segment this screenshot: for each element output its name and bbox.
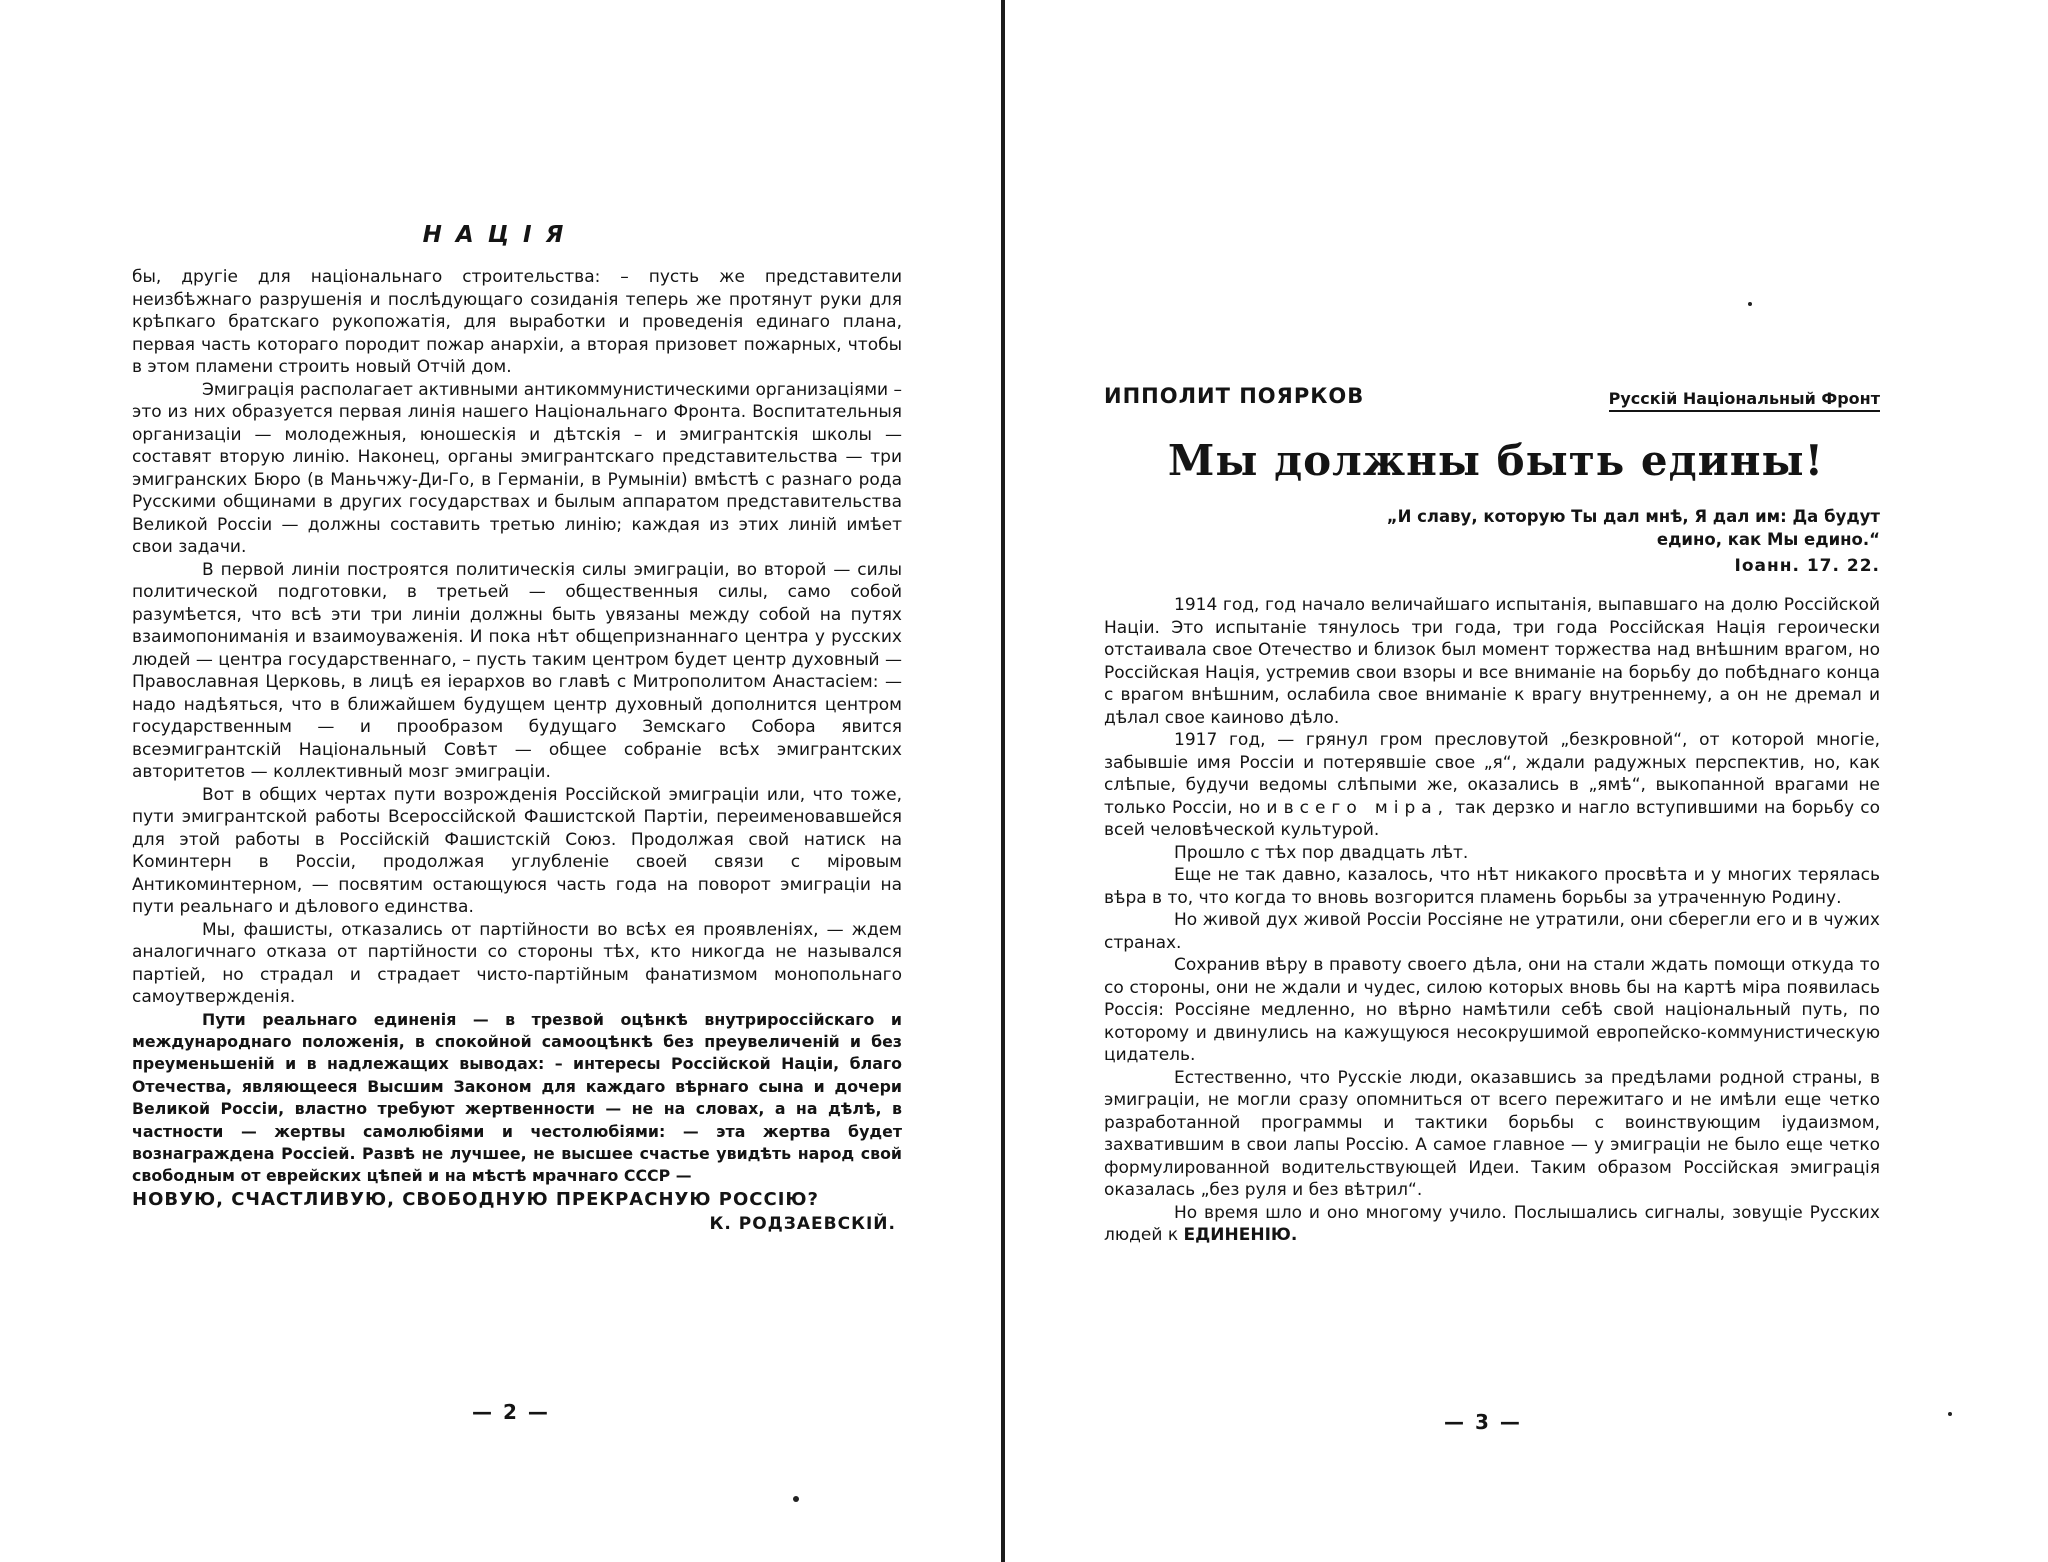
article-author: ИППОЛИТ ПОЯРКОВ bbox=[1104, 384, 1365, 408]
paragraph-text: 1917 год, — грянул гром пресловутой „безкровной“, от которой многіе, забывшіе имя Россіи и потерявшіе свое „я“, ждали радужных перспектив, но, как слѣпые, будучи ведомы слѣпыми же, оказались в „ямѣ“, выкопанной врагами не только Россіи, но и bbox=[1104, 730, 1880, 818]
paragraph: Но живой дух живой Россіи Россіяне не утратили, они сберегли его и в чужих странах. bbox=[1104, 910, 1880, 953]
print-speck bbox=[793, 1496, 799, 1502]
right-page bbox=[1006, 0, 2048, 1562]
bold-paragraph: Пути реальнаго единенія — в трезвой оцѣнкѣ внутрироссійскаго и международнаго положенія, в спокойной самооцѣнкѣ без преувеличеній и без преуменьшеній и в надлежащих выводах: – интересы Россійской Націи, благо Отечества, являющееся Высшим Законом для каждаго вѣрнаго сына и дочери Великой Россіи, властно требуют жертвенности — не на словах, а на дѣлѣ, в частности — жертвы самолюбіями и честолюбіями: — эта жертва будет вознаграждена Россіей. Развѣ не лучшее, не высшее счастье увидѣть народ свой свободным от еврейских цѣпей и на мѣстѣ мрачнаго СССР — bbox=[132, 1009, 902, 1186]
paragraph: Мы, фашисты, отказались от партійности во всѣх ея проявленіях, — ждем аналогичнаго отказа от партійности со стороны тѣх, кто никогда не назывался партіей, но страдал и страдает чисто-партійным фанатизмом монопольнаго самоутвержденія. bbox=[132, 919, 902, 1007]
spaced-phrase: всего міра, bbox=[1283, 797, 1450, 818]
emphasis-word: ЕДИНЕНІЮ. bbox=[1183, 1225, 1298, 1245]
left-text-column bbox=[132, 266, 902, 1236]
page-gutter bbox=[1001, 0, 1005, 1562]
paragraph: Сохранив вѣру в правоту своего дѣла, они на стали ждать помощи откуда то со стороны, они не ждали и чудес, силою которых вновь бы на картѣ міра появилась Россія: Россіяне медленно, но вѣрно намѣтили себѣ свой національный путь, по которому и двинулись на кажущуюся несокрушимой европейско-коммунистическую цидатель. bbox=[1104, 955, 1880, 1065]
paragraph: Прошло с тѣх пор двадцать лѣт. bbox=[1174, 842, 1469, 863]
organization-name: Русскій Національный Фронт bbox=[1609, 389, 1880, 412]
right-text-column bbox=[1104, 594, 1880, 1247]
paragraph-text: Но время шло и оно многому учило. Послышались сигналы, зовущіе Русских людей к bbox=[1104, 1202, 1880, 1245]
article-title: Мы должны быть едины! bbox=[1167, 436, 1825, 485]
paragraph: Естественно, что Русскіе люди, оказавшись за предѣлами родной страны, в эмиграціи, не могли сразу опомниться от всего пережитаго и не имѣли еще четко разработанной программы и тактики борьбы с воинствующим іудаизмом, захватившим в свои лапы Россію. А самое главное — у эмиграціи не было еще четко формулированной водительствующей Идеи. Таким образом Россійская эмиграція оказалась „без руля и без вѣтрил“. bbox=[1104, 1067, 1880, 1200]
paragraph: бы, другіе для національнаго строительства: – пусть же представители неизбѣжнаго разрушенія и послѣдующаго созиданія теперь же протянут руки для крѣпкаго братскаго рукопожатія, для выработки и проведенія единаго плана, первая часть котораго породит пожар анархіи, а вторая призовет пожарных, чтобы в этом пламени строить новый Отчій дом. bbox=[132, 267, 902, 377]
paragraph: Эмиграція располагает активными антикоммунистическими организаціями – это из них образуется первая линія нашего Національнаго Фронта. Воспитательныя организаціи — молодежныя, юношескія и дѣтскія – и эмигрантскія школы — составят вторую линію. Наконец, органы эмигрантскаго представительства — три эмигранских Бюро (в Маньчжу-Ди-Го, в Германіи, в Румыніи) вмѣстѣ с разнаго рода Русскими общинами в других государствах и былым аппаратом представительства Великой Россіи — должны составить третью линію; каждая из этих линій имѣет свои задачи. bbox=[132, 379, 902, 557]
epigraph: „И славу, которую Ты дал мнѣ, Я дал им: Да будут едино, как Мы едино.“ bbox=[1386, 507, 1880, 549]
left-page bbox=[0, 0, 1000, 1562]
paragraph bbox=[1104, 729, 1880, 842]
page-number: — 2 — bbox=[472, 1400, 550, 1424]
author-signature: К. РОДЗАЕВСКІЙ. bbox=[709, 1213, 896, 1234]
journal-name-header: НАЦІЯ bbox=[422, 222, 578, 248]
page-number: — 3 — bbox=[1444, 1410, 1522, 1434]
print-speck bbox=[1748, 302, 1752, 306]
paragraph: В первой линіи построятся политическія силы эмиграціи, во второй — силы политической подготовки, в третьей — общественныя силы, само собой разумѣется, что всѣ эти три линіи должны быть увязаны между собой на путях взаимопониманія и взаимоуваженія. И пока нѣт общепризнаннаго центра у русских людей — центра государственнаго, – пусть таким центром будет центр духовный — Православная Церковь, в лицѣ ея іерархов во главѣ с Митрополитом Анастасіем: — надо надѣяться, что в ближайшем будущем центр духовный дополнится центром государственным — и прообразом будущаго Земскаго Собора явится всеэмигрантскій Національный Совѣт — общее собраніе всѣх эмигрантских авторитетов — коллективный мозг эмиграціи. bbox=[132, 559, 902, 782]
print-speck bbox=[1948, 1412, 1952, 1416]
paragraph: Вот в общих чертах пути возрожденія Россійской эмиграціи или, что тоже, пути эмигрантской работы Всероссійской Фашистской Партіи, переименовавшейся для этой работы в Россійскій Фашистскій Союз. Продолжая свой натиск на Коминтерн в Россіи, продолжая углубленіе своей связи с міровым Антикоминтерном, — посвятим остающуюся часть года на поворот эмиграціи на пути реальнаго и дѣлового единства. bbox=[132, 784, 902, 917]
paragraph-text: так дерзко и нагло вступившими на борьбу со всей человѣческой культурой. bbox=[1104, 797, 1880, 840]
paragraph bbox=[1104, 1202, 1880, 1247]
paragraph: 1914 год, год начало величайшаго испытанія, выпавшаго на долю Россійской Націи. Это испытаніе тянулось три года, три года Россійская Нація героически отстаивала свое Отечество и близок был момент торжества над внѣшним врагом, но Россійская Нація, устремив свои взоры и все вниманіе на борьбу до побѣднаго конца с врагом внѣшним, ослабила свое вниманіе к врагу внутреннему, а он не дремал и дѣлал свое каиново дѣло. bbox=[1104, 595, 1880, 728]
closing-slogan: НОВУЮ, СЧАСТЛИВУЮ, СВОБОДНУЮ ПРЕКРАСНУЮ РОССІЮ? bbox=[132, 1188, 819, 1210]
epigraph-reference: Іоанн. 17. 22. bbox=[1734, 556, 1880, 576]
paragraph: Еще не так давно, казалось, что нѣт никакого просвѣта и у многих терялась вѣра в то, что когда то вновь возгорится пламень борьбы за утраченную Родину. bbox=[1104, 865, 1880, 908]
